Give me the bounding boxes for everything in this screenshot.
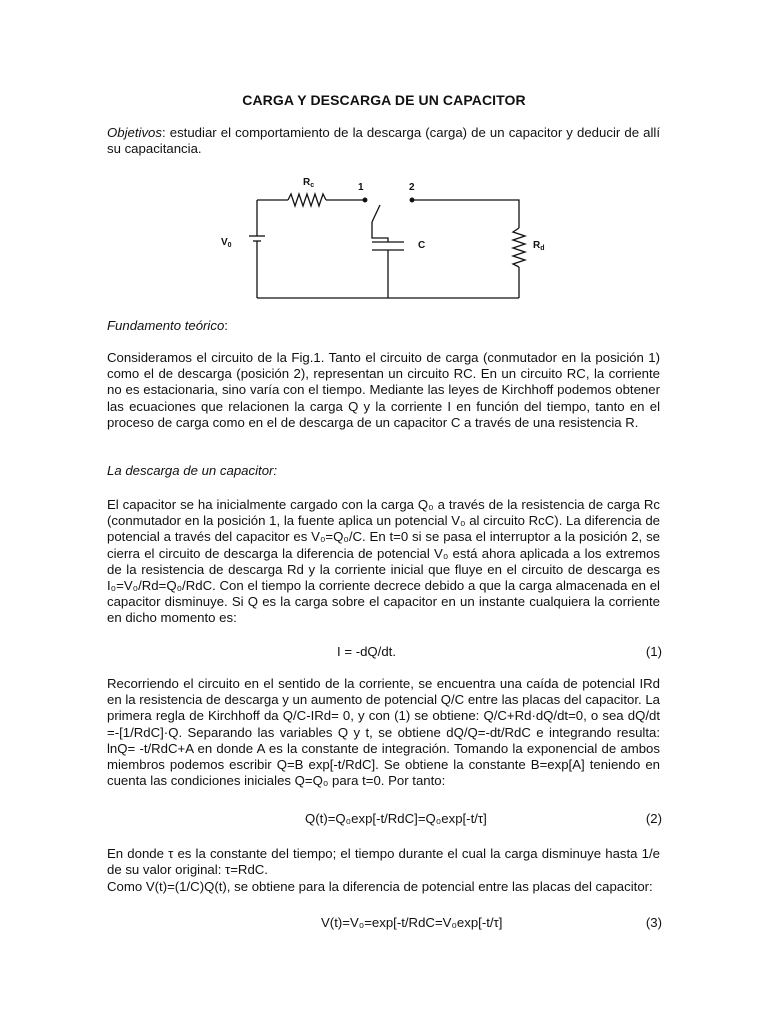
descarga-heading: La descarga de un capacitor: — [107, 463, 278, 478]
wire-top-right — [412, 200, 519, 228]
equation-3 — [107, 915, 662, 931]
equation-1 — [107, 644, 662, 660]
paragraph-voltage: Como V(t)=(1/C)Q(t), se obtiene para la diferencia de potencial entre las placas del capacitor: — [107, 879, 653, 894]
wire-switch-to-cap — [372, 222, 388, 242]
equation-2-number: (2) — [645, 811, 662, 826]
resistor-rc — [288, 194, 326, 206]
equation-3-number: (3) — [645, 915, 662, 930]
page-title: CARGA Y DESCARGA DE UN CAPACITOR — [242, 92, 526, 108]
equation-3-expr: V(t)=V₀=exp[-t/RdC=V₀exp[-t/τ] — [321, 915, 503, 930]
switch-blade — [372, 205, 380, 222]
label-v0: $V_0$ — [221, 237, 232, 249]
paragraph-intro: Consideramos el circuito de la Fig.1. Tanto el circuito de carga (conmutador en la posición 1) como el de descarga (posición 2), representan un circuito RC. En un circuito RC, la corriente no es estacionaria, sino varía con el tiempo. Mediante las leyes de Kirchhoff podemos obtener las ecuaciones que relacionen la carga Q y la corriente I en función del tiempo, tanto en el proceso de carga como en el de descarga de un capacitor C a través de una resistencia R. — [107, 350, 660, 430]
rc-circuit-diagram — [0, 170, 768, 310]
equation-1-number: (1) — [645, 644, 662, 659]
fundamento-heading-line: Fundamento teórico: — [107, 318, 228, 333]
fundamento-heading: Fundamento teórico — [107, 318, 225, 333]
paragraph-kirchhoff: Recorriendo el circuito en el sentido de la corriente, se encuentra una caída de potencial IRd en la resistencia de descarga y un aumento de potencial Q/C entre las placas del capacitor. La primera regla de Kirchhoff da Q/C-IRd= 0, y con (1) se obtiene: Q/C+Rd·dQ/dt=0, o sea dQ/dt =-[1/RdC]·Q. Separando las variables Q y t, se obtiene dQ/Q=-dt/RdC e integrando resulta: lnQ= -t/RdC+A en donde A es la constante de integración. Tomando la exponencial de ambos miembros podemos escribir Q=B exp[-t/RdC]. Se obtiene la constante B=exp[A] teniendo en cuenta las condiciones iniciales Q=Q₀ para t=0. Por tanto: — [107, 676, 660, 789]
objectives-paragraph — [107, 125, 660, 157]
label-rd: $R_d$ — [533, 240, 545, 252]
label-rc: $R_c$ — [303, 177, 315, 189]
label-c: C — [418, 240, 426, 251]
resistor-rd — [513, 228, 525, 267]
switch-contact-1 — [363, 198, 367, 202]
objectives-text: : estudiar el comportamiento de la descarga (carga) de un capacitor y deducir de allí su capacitancia. — [107, 125, 660, 157]
equation-1-expr: I = -dQ/dt. — [337, 644, 397, 659]
label-switch-2: 2 — [409, 182, 415, 193]
label-switch-1: 1 — [358, 182, 364, 193]
paragraph-time-constant: En donde τ es la constante del tiempo; el tiempo durante el cual la carga disminuye hasta 1/e de su valor original: τ=RdC. — [107, 846, 660, 878]
equation-2 — [107, 811, 662, 827]
equation-2-expr: Q(t)=Q₀exp[-t/RdC]=Q₀exp[-t/τ] — [305, 811, 487, 826]
objectives-label: Objetivos — [107, 125, 162, 140]
paragraph-descarga: El capacitor se ha inicialmente cargado con la carga Q₀ a través de la resistencia de carga Rc (conmutador en la posición 1, la fuente aplica un potencial V₀ al circuito RcC). La diferencia de potencial a través del capacitor es V₀=Q₀/C. En t=0 si se pasa el interruptor a la posición 2, se cierra el circuito de descarga la diferencia de potencial V₀ está ahora aplicada a los extremos de la resistencia de descarga Rd y la corriente inicial que fluye en el circuito de descarga es I₀=V₀/Rd=Q₀/RdC. Con el tiempo la corriente decrece debido a que la carga almacenada en el capacitor disminuye. Si Q es la carga sobre el capacitor en un instante cualquiera la corriente en dicho momento es: — [107, 497, 660, 626]
